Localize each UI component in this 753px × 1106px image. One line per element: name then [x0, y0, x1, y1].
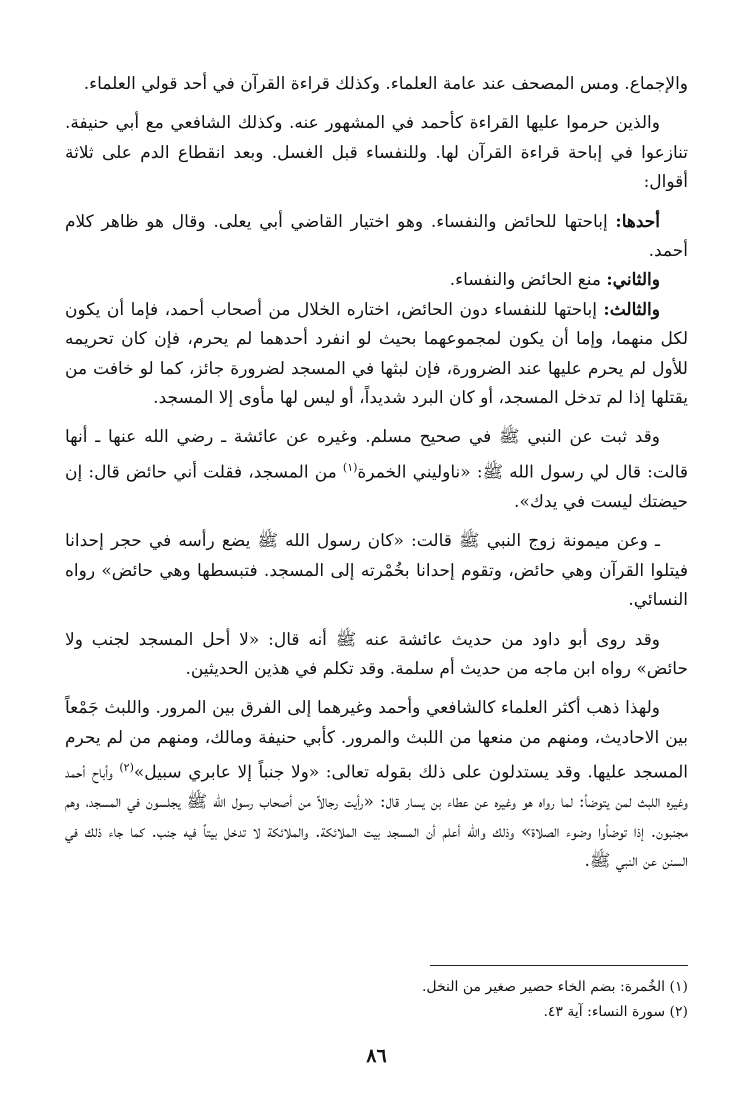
paragraph-text: ولهذا ذهب أكثر العلماء كالشافعي وأحمد وغيرهما إلى الفرق بين المرور. واللبث جَمْعاً بين الاحاديث، ومنهم من منعها من اللبث والمرور. كأبي حنيفة ومالك، ومنهم من لم يحرم المسجد عليها. وقد يستدلون على ذلك بقوله تعالى: «ولا جنباً إلا عابري سبيل» — [65, 698, 688, 783]
footnote-divider — [430, 965, 688, 966]
footnote-2: (٢) سورة النساء: آية ٤٣. — [543, 1004, 688, 1020]
footnote-ref-1: (١) — [342, 460, 358, 474]
footnotes — [65, 975, 688, 1025]
opinion-label: أحدها: — [615, 211, 660, 232]
opinion-second — [65, 266, 688, 295]
paragraph: وقد روى أبو داود من حديث عائشة عنه ﷺ أنه قال: «لا أحل المسجد لجنب ولا حائض» رواه ابن ماجه من حديث أم سلمة. وقد تكلم في هذين الحديثين. — [65, 629, 688, 679]
paragraph — [65, 694, 688, 876]
opinion-text: إباحتها للنفساء دون الحائض، اختاره الخلال من أصحاب أحمد، فإما أن يكون لكل منهما، وإما أن يكون لمجموعهما بحيث لو انفرد أحدهما لم يحرم، فإن كان تحريمه للأول لم يحرم عليها عند الضرورة، فإن لبثها في المسجد لضرورة جائز، كما لو خافت من يقتلها إذا لم تدخل المسجد، أو كان البرد شديداً، أو ليس لها مأوى إلا المسجد. — [65, 299, 688, 409]
paragraph-text: وقد ثبت عن النبي ﷺ في صحيح مسلم. وغيره عن عائشة ـ رضي الله عنها ـ أنها قالت: قال لي رسول الله ﷺ: «ناوليني الخمرة — [65, 427, 689, 483]
footnote-ref-2: (٢) — [119, 761, 134, 775]
paragraph: والذين حرموا عليها القراءة كأحمد في المشهور عنه. وكذلك الشافعي مع أبي حنيفة. تنازعوا في إباحة قراءة القرآن لها. وللنفساء قبل الغسل. وبعد انقطاع الدم على ثلاثة أقوال: — [65, 113, 688, 193]
opinion-label: والثاني: — [606, 270, 660, 291]
paragraph-text: وأباح أحمد وغيره اللبث لمن يتوضأ: لما رواه هو وغيره عن عطاء بن يسار قال: «رأيت رجالاً من أصحاب رسول الله ﷺ يجلسون في المسجد، وهم مجنبون. إذا توضأوا وضوء الصلاة» وذلك والله أعلم أن المسجد بيت الملائكة. والملائكة لا تدخل بيتاً فيه جنب. كما جاء ذلك في السنن عن النبي ﷺ. — [65, 762, 688, 872]
paragraph-text: من المسجد، فقلت أني حائض قال: إن حيضتك ليست في يدك». — [65, 462, 688, 512]
paragraph: والإجماع. ومس المصحف عند عامة العلماء. وكذلك قراءة القرآن في أحد قولي العلماء. — [83, 74, 688, 94]
opinion-text: إباحتها للحائض والنفساء. وهو اختيار القاضي أبي يعلى. وقال هو ظاهر كلام أحمد. — [65, 211, 688, 262]
body-text — [65, 70, 688, 876]
paragraph: ـ وعن ميمونة زوج النبي ﷺ قالت: «كان رسول الله ﷺ يضع رأسه في حجر إحدانا فيتلوا القرآن وهي حائض، وتقوم إحدانا بخُمْرته إلى المسجد. فتبسطها وهي حائض» رواه النسائي. — [65, 531, 688, 611]
page-number: ٨٦ — [366, 1045, 387, 1067]
paragraph — [65, 423, 688, 517]
opinion-text: منع الحائض والنفساء. — [449, 270, 607, 291]
opinion-first — [65, 208, 688, 267]
opinion-label: والثالث: — [603, 299, 660, 320]
opinion-third — [65, 296, 688, 414]
footnote-1: (١) الخُمرة: بضم الخاء حصير صغير من النخل. — [421, 979, 688, 995]
